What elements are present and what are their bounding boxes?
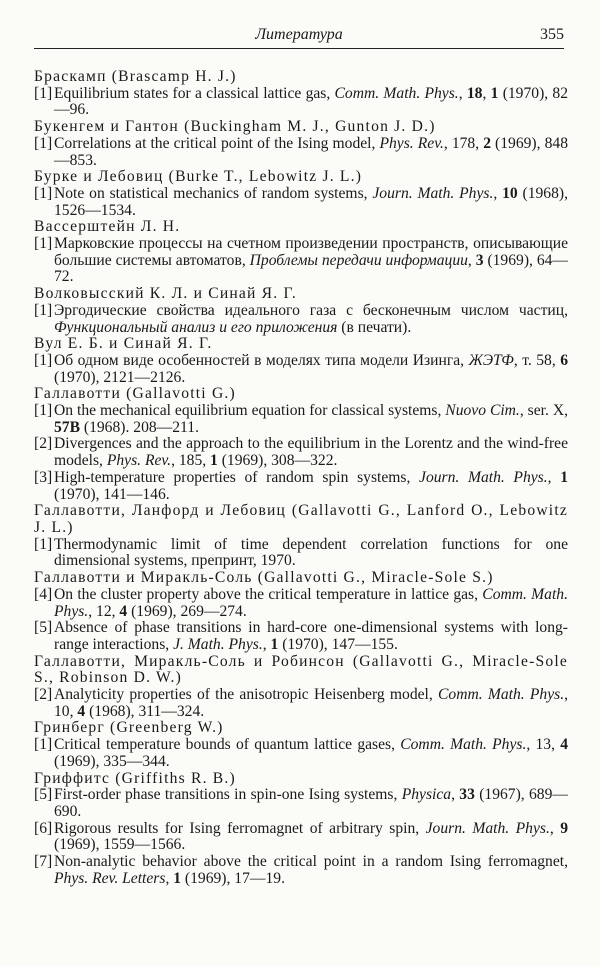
reference-text: , [493,184,503,202]
volume-number: 57B [54,418,80,436]
reference-number: [6] [34,819,53,837]
journal-title: Comm. Math. Phys. [334,84,459,102]
reference-text: (1969), 64—72. [54,251,569,286]
reference-text: , [547,468,561,486]
reference-text: (1968), 1526—1534. [54,184,568,219]
reference-text: High-temperature properties of random spin systems, [54,468,420,486]
reference-entry [34,136,568,169]
reference-text: Equilibrium states for a classical lattice gas, [54,84,335,102]
reference-entry [34,620,568,653]
reference-group [34,69,568,119]
reference-text: , [165,869,174,887]
reference-text: Critical temperature bounds of quantum lattice gases, [54,736,401,754]
reference-text: Эргодические свойства идеального газа с бесконечным числом частиц, [54,301,568,319]
reference-text: Об одном виде особенностей в моделях типа модели Изинга, [54,351,469,369]
journal-title: Comm. Math. Phys. [438,686,565,704]
reference-text: , [458,84,467,102]
volume-number: 4 [560,736,568,754]
journal-title: Journ. Math. Phys. [372,184,494,202]
reference-number: [3] [34,468,53,486]
volume-number: 4 [77,702,86,720]
journal-title: Comm. Math. Phys. [54,585,568,620]
reference-text: On the mechanical equilibrium equation for classical systems, [54,402,446,420]
journal-title: Функциональный анализ и его приложения [54,318,338,336]
journal-title: ЖЭТФ [468,351,514,369]
reference-text: Divergences and the approach to the equilibrium in the Lorentz and the wind-free models, [54,435,568,470]
reference-text: , 12, [88,602,120,620]
reference-text: , [549,819,561,837]
journal-title: Nuovo Cim. [445,402,520,420]
reference-text: Thermodynamic limit of time dependent correlation functions for one dimensional systems, препринт, 1970. [54,535,568,570]
reference-text: (1970), 82—96. [54,84,569,119]
volume-number: 2 [483,134,491,152]
reference-text: (1967), 689—690. [54,786,568,820]
volume-number: 3 [475,251,484,269]
reference-author: Вассерштейн Л. Н. [34,218,181,236]
reference-text: , [262,635,271,653]
reference-text: (1969), 335—344. [54,752,170,770]
reference-entry [34,587,568,620]
reference-number: [1] [34,535,53,553]
reference-text: , [451,786,460,804]
reference-entry [34,787,568,820]
reference-text: Analyticity properties of the anisotropic Heisenberg model, [54,686,438,704]
reference-number: [5] [34,619,53,637]
reference-number: [1] [34,235,53,253]
journal-title: J. Math. Phys. [173,635,263,653]
reference-entry [34,236,568,286]
reference-text: , т. 58, [513,351,561,369]
reference-entry [34,854,568,887]
journal-title: Phys. Rev. [106,452,172,470]
volume-number: 1 [173,869,182,887]
reference-number: [2] [34,686,53,704]
running-title: Литература [255,26,343,43]
reference-text: Non-analytic behavior above the critical point in a random Ising ferromagnet, [54,853,568,871]
volume-number: 1 [210,452,218,470]
reference-group [34,654,568,721]
reference-number: [1] [34,736,53,754]
reference-text: (1968), 311—324. [85,702,205,720]
reference-text: , 185, [171,452,211,470]
reference-entry [34,821,568,854]
reference-number: [2] [34,435,53,453]
reference-number: [1] [34,134,53,152]
journal-title: Проблемы передачи информации [249,251,468,269]
reference-author: Галлавотти, Миракль-Соль и Робинсон (Gallavotti G., Miracle-Sole S., Robinson D. W.) [34,652,568,687]
reference-text: (1969), 308—322. [217,452,338,470]
reference-author: Бурке и Лебовиц (Burke T., Lebowitz J. L.) [34,168,363,186]
volume-number: 6 [560,351,568,369]
volume-number: 18 [466,84,483,102]
volume-number: 1 [270,635,279,653]
reference-text: (в печати). [337,318,412,336]
volume-number: 1 [490,84,499,102]
journal-title: Journ. Math. Phys. [419,468,548,486]
reference-text: (1969), 1559—1566. [54,836,186,854]
reference-group [34,570,568,654]
reference-text: Absence of phase transitions in hard-core one-dimensional systems with long-range interactions, [54,619,568,653]
reference-number: [1] [34,84,53,102]
reference-author: Браскамп (Brascamp H. J.) [34,68,237,85]
journal-title: Phys. Rev. [379,134,444,152]
journal-title: Comm. Math. Phys. [400,736,527,754]
reference-entry [34,86,568,119]
reference-text: Rigorous results for Ising ferromagnet of arbitrary spin, [54,819,426,837]
reference-entry [34,436,568,469]
reference-list [34,69,568,887]
reference-text: (1969), 17—19. [181,869,285,887]
reference-text: (1970), 141—146. [54,485,170,503]
reference-entry [34,537,568,570]
reference-number: [1] [34,402,53,420]
reference-group [34,386,568,503]
reference-entry [34,403,568,436]
reference-text: , [482,84,491,102]
reference-text: (1970), 2121—2126. [54,368,186,386]
reference-text: Note on statistical mechanics of random systems, [54,184,373,202]
reference-number: [4] [34,585,53,603]
reference-author: Волковысский К. Л. и Синай Я. Г. [34,285,298,303]
reference-group [34,503,568,570]
reference-author: Галлавотти (Gallavotti G.) [34,385,236,403]
reference-entry [34,470,568,503]
reference-group [34,286,568,336]
reference-text: On the cluster property above the critical temperature in lattice gas, [54,585,483,603]
reference-author: Букенгем и Гантон (Buckingham M. J., Gunton J. D.) [34,118,436,136]
reference-group [34,336,568,386]
reference-entry [34,353,568,386]
volume-number: 9 [560,819,569,837]
reference-author: Галлавотти, Ланфорд и Лебовиц (Gallavotti G., Lanford O., Lebowitz J. L.) [34,502,568,536]
reference-entry [34,186,568,219]
reference-text: , ser. X, [519,402,568,420]
reference-number: [5] [34,786,53,804]
reference-text: , [467,251,476,269]
reference-text: , 178, [443,134,484,152]
reference-text: (1968). 208—211. [80,418,199,436]
reference-number: [1] [34,351,53,369]
reference-author: Галлавотти и Миракль-Соль (Gallavotti G., Miracle-Sole S.) [34,569,494,587]
reference-text: Марковские процессы на счетном произведении пространств, описывающие большие системы автоматов, [54,235,568,269]
reference-group [34,720,568,770]
reference-entry [34,303,568,336]
reference-number: [1] [34,184,53,202]
reference-group [34,119,568,169]
volume-number: 10 [502,184,518,202]
page-number: 355 [540,26,564,43]
reference-author: Гринберг (Greenberg W.) [34,719,224,737]
reference-text: , 13, [526,736,561,754]
reference-number: [1] [34,301,53,319]
reference-text: (1970), 147—155. [278,635,398,653]
journal-title: Journ. Math. Phys. [425,819,550,837]
reference-number: [7] [34,853,53,871]
reference-text: , 10, [54,686,568,720]
reference-text: Correlations at the critical point of the Ising model, [54,134,380,152]
reference-text: (1969), 269—274. [127,602,247,620]
running-header [34,14,564,49]
journal-title: Physica [401,786,452,804]
reference-author: Гриффитс (Griffiths R. B.) [34,769,236,787]
journal-title: Phys. Rev. Letters [54,869,166,887]
reference-text: First-order phase transitions in spin-one Ising systems, [54,786,402,804]
volume-number: 4 [119,602,128,620]
reference-entry [34,687,568,720]
reference-text: (1969), 848—853. [54,134,568,169]
volume-number: 1 [560,468,569,486]
reference-entry [34,737,568,770]
reference-author: Вул Е. Б. и Синай Я. Г. [34,335,213,353]
volume-number: 33 [459,786,475,804]
reference-group [34,771,568,888]
reference-group [34,219,568,286]
reference-group [34,169,568,219]
